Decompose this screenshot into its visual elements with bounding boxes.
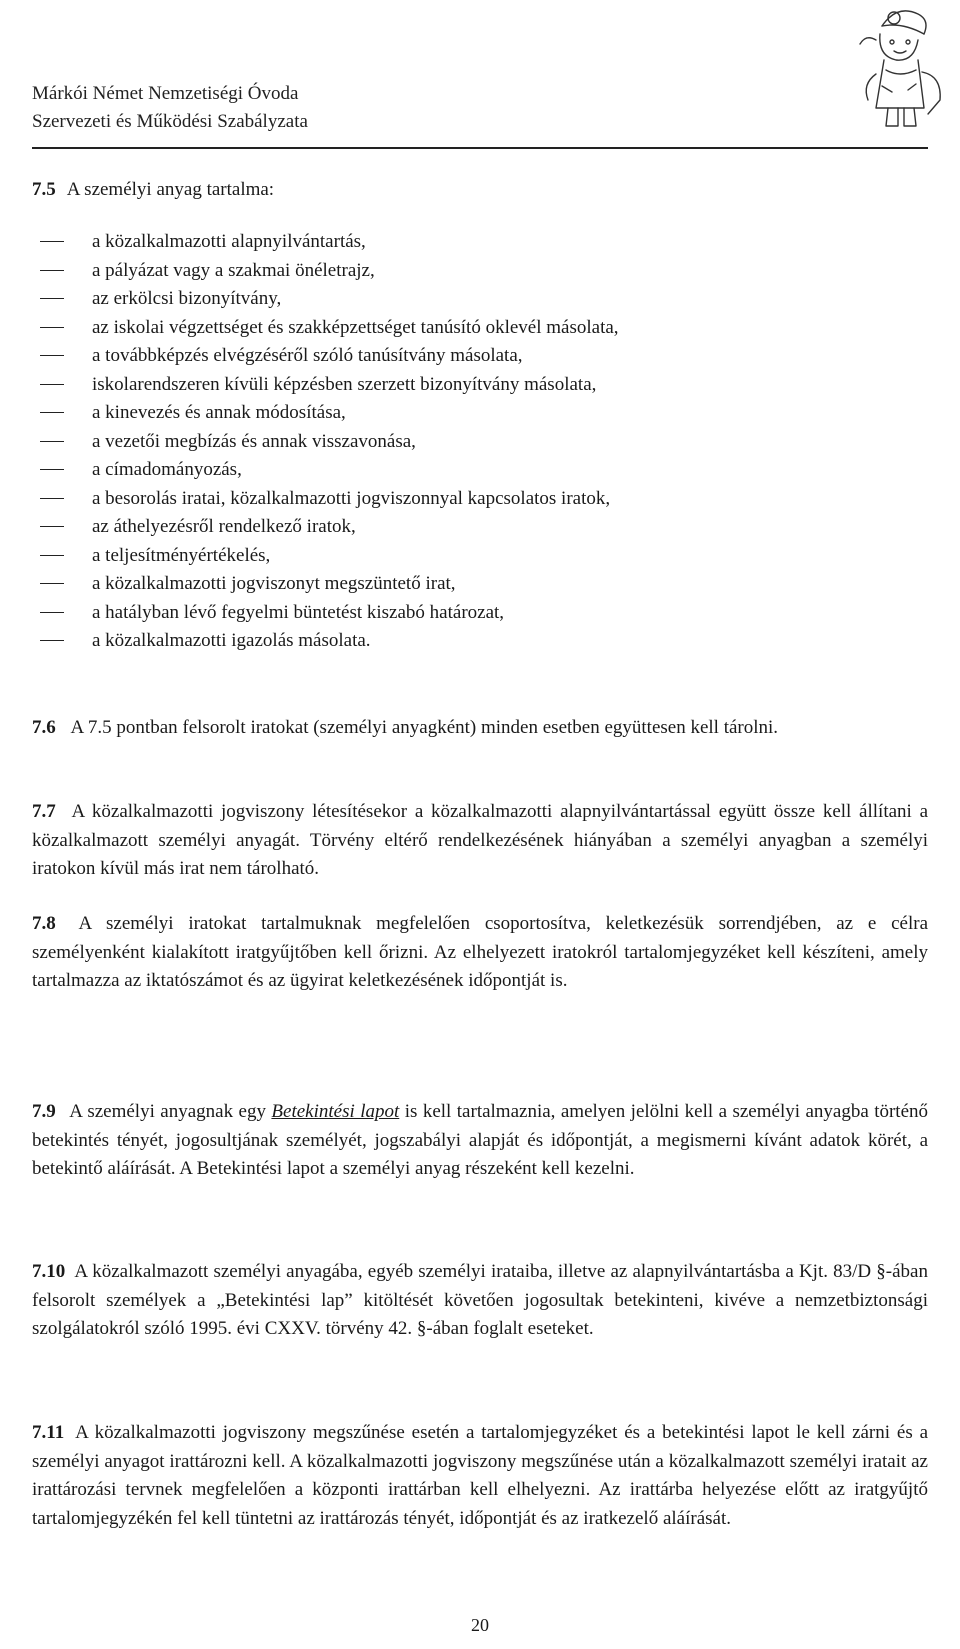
list-item: az erkölcsi bizonyítvány, bbox=[32, 285, 912, 314]
dash-bullet-icon bbox=[40, 612, 64, 613]
dash-bullet-icon bbox=[40, 441, 64, 442]
section-text: A közalkalmazotti jogviszony létesítésekor a közalkalmazotti alapnyilvántartással együtt össze kell állítani a közalkalmazott személyi anyagát. Törvény eltérő rendelkezésének hiányában a személyi anyagban a személyi iratokon kívül más irat nem tárolható. bbox=[32, 801, 928, 879]
header-rule bbox=[32, 147, 928, 149]
list-item: a közalkalmazotti igazolás másolata. bbox=[32, 627, 912, 656]
betekintesi-lap-term: Betekintési lapot bbox=[271, 1101, 400, 1122]
section-number: 7.7 bbox=[32, 801, 56, 822]
section-number: 7.11 bbox=[32, 1422, 65, 1443]
section-number: 7.9 bbox=[32, 1101, 56, 1122]
dash-bullet-icon bbox=[40, 469, 64, 470]
list-item: az iskolai végzettséget és szakképzettséget tanúsító oklevél másolata, bbox=[32, 314, 912, 343]
dash-bullet-icon bbox=[40, 241, 64, 242]
list-item: az áthelyezésről rendelkező iratok, bbox=[32, 513, 912, 542]
section-text: A 7.5 pontban felsorolt iratokat (személyi anyagként) minden esetben együttesen kell tárolni. bbox=[70, 717, 779, 738]
section-7-6 bbox=[32, 714, 928, 743]
section-number: 7.8 bbox=[32, 913, 56, 934]
section-number: 7.6 bbox=[32, 717, 56, 738]
dash-bullet-icon bbox=[40, 298, 64, 299]
header-document-title: Szervezeti és Működési Szabályzata bbox=[32, 111, 308, 132]
section-7-8 bbox=[32, 910, 928, 996]
list-item: a címadományozás, bbox=[32, 456, 912, 485]
section-text-after: is kell tartalmaznia, amelyen jelölni kell a személyi anyagba történő betekintés tényét, jogosultjának személyét, jogszabályi alapját és időpontját, a megismerni kívánt adatok körét, a betekintő aláírását. A Betekintési lapot a személyi anyag részeként kell kezelni. bbox=[32, 1101, 929, 1179]
section-text: A személyi iratokat tartalmuknak megfelelően csoportosítva, keletkezésük sorrendjében, az e célra személyenként kialakított iratgyűjtőben kell őrizni. Az elhelyezett iratokról tartalomjegyzéket kell készíteni, amely tartalmazza az iktatószámot és az ügyirat keletkezésének időpontját is. bbox=[32, 913, 929, 991]
section-7-10 bbox=[32, 1258, 928, 1344]
section-text: A közalkalmazott személyi anyagába, egyéb személyi irataiba, illetve az alapnyilvántartásba a Kjt. 83/D §-ában felsorolt személyek a „Betekintési lap” kitöltését követően jogosultak betekinteni, kivéve a nemzetbiztonsági szolgálatokról szóló 1995. évi CXXV. törvény 42. §-ában foglalt eseteket. bbox=[32, 1261, 928, 1339]
dash-bullet-icon bbox=[40, 555, 64, 556]
list-item: a besorolás iratai, közalkalmazotti jogviszonnyal kapcsolatos iratok, bbox=[32, 485, 912, 514]
list-item: a vezetői megbízás és annak visszavonása, bbox=[32, 428, 912, 457]
dash-bullet-icon bbox=[40, 355, 64, 356]
section-title: A személyi anyag tartalma: bbox=[66, 179, 275, 200]
section-number: 7.5 bbox=[32, 179, 56, 200]
list-item: a közalkalmazotti alapnyilvántartás, bbox=[32, 228, 912, 257]
list-item: a kinevezés és annak módosítása, bbox=[32, 399, 912, 428]
list-item: a közalkalmazotti jogviszonyt megszüntető irat, bbox=[32, 570, 912, 599]
header-institution: Márkói Német Nemzetiségi Óvoda bbox=[32, 83, 299, 104]
dash-bullet-icon bbox=[40, 412, 64, 413]
section-text-before: A személyi anyagnak egy bbox=[69, 1101, 272, 1122]
document-header bbox=[32, 80, 308, 136]
page-number: 20 bbox=[471, 1615, 489, 1635]
dash-bullet-icon bbox=[40, 498, 64, 499]
section-7-11 bbox=[32, 1419, 928, 1533]
list-item: a továbbképzés elvégzéséről szóló tanúsítvány másolata, bbox=[32, 342, 912, 371]
list-item: a hatályban lévő fegyelmi büntetést kiszabó határozat, bbox=[32, 599, 912, 628]
section-number: 7.10 bbox=[32, 1261, 66, 1282]
list-item: iskolarendszeren kívüli képzésben szerzett bizonyítvány másolata, bbox=[32, 371, 912, 400]
section-7-5-heading bbox=[32, 176, 928, 205]
dash-bullet-icon bbox=[40, 270, 64, 271]
section-text: A közalkalmazotti jogviszony megszűnése esetén a tartalomjegyzéket és a betekintési lapot le kell zárni és a személyi anyagot irattározni kell. A közalkalmazotti jogviszony megszűnése után a közalkalmazott személyi iratait az irattározási tervnek megfelelően a központi irattárban kell elhelyezni. Az irattárba helyezése előtt az iratgyűjtő tartalomjegyzékén fel kell tüntetni az irattározás tényét, időpontját és az iratkezelő aláírását. bbox=[32, 1422, 929, 1529]
dash-bullet-icon bbox=[40, 384, 64, 385]
personal-file-contents-list bbox=[32, 228, 912, 656]
mascot-logo-icon bbox=[852, 4, 952, 134]
section-7-7 bbox=[32, 798, 928, 884]
dash-bullet-icon bbox=[40, 526, 64, 527]
dash-bullet-icon bbox=[40, 583, 64, 584]
list-item: a pályázat vagy a szakmai önéletrajz, bbox=[32, 257, 912, 286]
dash-bullet-icon bbox=[40, 640, 64, 641]
list-item: a teljesítményértékelés, bbox=[32, 542, 912, 571]
dash-bullet-icon bbox=[40, 327, 64, 328]
section-7-9 bbox=[32, 1098, 928, 1184]
